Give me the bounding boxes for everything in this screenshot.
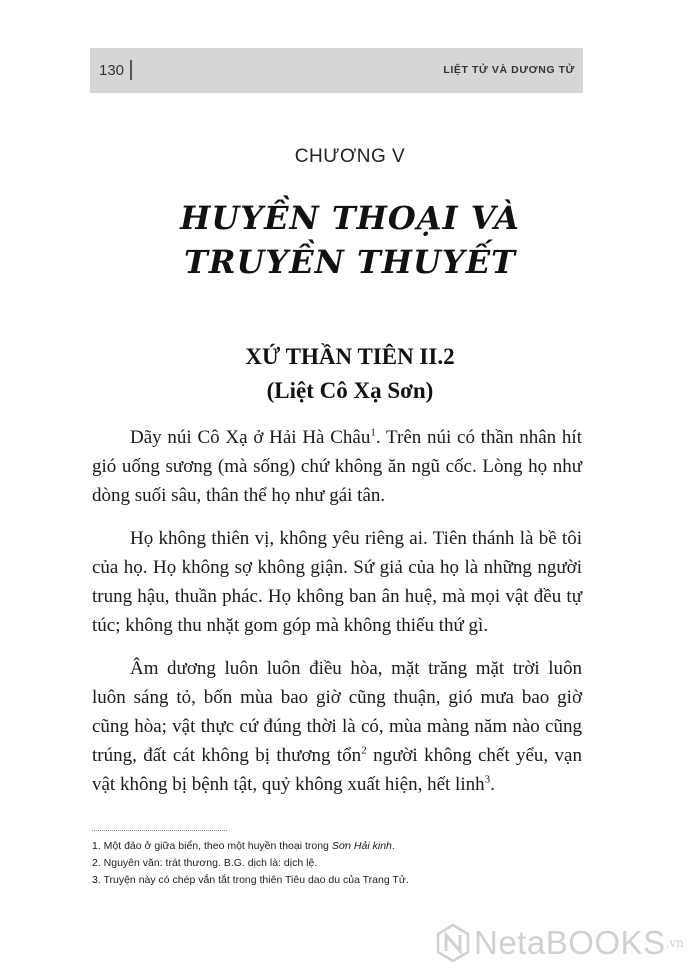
footnote-ref-3[interactable]: 3 xyxy=(484,773,491,786)
paragraph-3-text-a: Âm dương luôn luôn điều hòa, mặt trăng mặt trời luôn luôn sáng tỏ, bốn mùa bao giờ cũng thuận, gió mưa bao giờ cũng hòa; vật thực cứ đúng thời là có, mùa màng năm nào cũng trúng, đất cát không bị thương tổn xyxy=(92,658,582,766)
footnote-separator xyxy=(92,830,227,831)
paragraph-2: Họ không thiên vị, không yêu riêng ai. Tiên thánh là bề tôi của họ. Họ không sợ không giận. Sứ giả của họ là những người trung hậu, thuần phác. Họ không ban ân huệ, mà mọi vật đều tự túc; không thu nhặt gom góp mà không thiếu thứ gì. xyxy=(92,528,582,636)
watermark-suffix: .vn xyxy=(665,936,684,950)
section-heading xyxy=(0,340,700,408)
footnote-ref-1[interactable]: 1 xyxy=(370,426,376,439)
running-title: LIỆT TỬ VÀ DƯƠNG TỬ xyxy=(443,64,575,76)
page-number: 130 xyxy=(99,62,125,79)
header-divider xyxy=(130,60,132,80)
paragraph-3-text-c: . xyxy=(490,774,495,795)
footnote-1-book-title: Sơn Hải kinh xyxy=(331,840,392,852)
chapter-title xyxy=(0,196,700,284)
section-subtitle: (Liệt Cô Xạ Sơn) xyxy=(266,378,434,403)
footnote-1-text: 1. Một đảo ở giữa biển, theo một huyền thoại trong xyxy=(92,840,332,852)
footnote-1-end: . xyxy=(391,840,395,852)
paragraph-3 xyxy=(92,654,582,799)
footnote-3: 3. Truyện này có chép vắn tắt trong thiên Tiêu dao du của Trang Tử. xyxy=(92,874,409,886)
chapter-title-line-1: HUYỀN THOẠI VÀ xyxy=(180,199,520,237)
footnote-1 xyxy=(92,838,592,855)
watermark-text: NetaBOOKS xyxy=(474,924,666,961)
paragraph-1 xyxy=(92,423,582,510)
watermark xyxy=(436,918,684,968)
footnotes xyxy=(92,838,592,889)
body-text xyxy=(92,423,582,813)
footnote-2: 2. Nguyên văn: trát thương. B.G. dịch là: dịch lệ. xyxy=(92,857,318,869)
chapter-title-line-2: TRUYỀN THUYẾT xyxy=(184,243,516,281)
footnote-ref-2[interactable]: 2 xyxy=(361,744,367,757)
chapter-label: CHƯƠNG V xyxy=(294,146,406,167)
section-title: XỨ THẦN TIÊN II.2 xyxy=(245,344,455,369)
n-logo-icon xyxy=(436,923,470,963)
paragraph-3-text-b: người không chết yểu, vạn vật không bị bệnh tật, quỷ không xuất hiện, hết linh xyxy=(92,745,582,795)
paragraph-1-text-a: Dãy núi Cô Xạ ở Hải Hà Châu xyxy=(130,427,371,448)
paragraph-1-text-b: . Trên núi có thần nhân hít gió uống sương (mà sống) chứ không ăn ngũ cốc. Lòng họ như dòng suối sâu, thân thể họ như gái tân. xyxy=(92,427,582,506)
